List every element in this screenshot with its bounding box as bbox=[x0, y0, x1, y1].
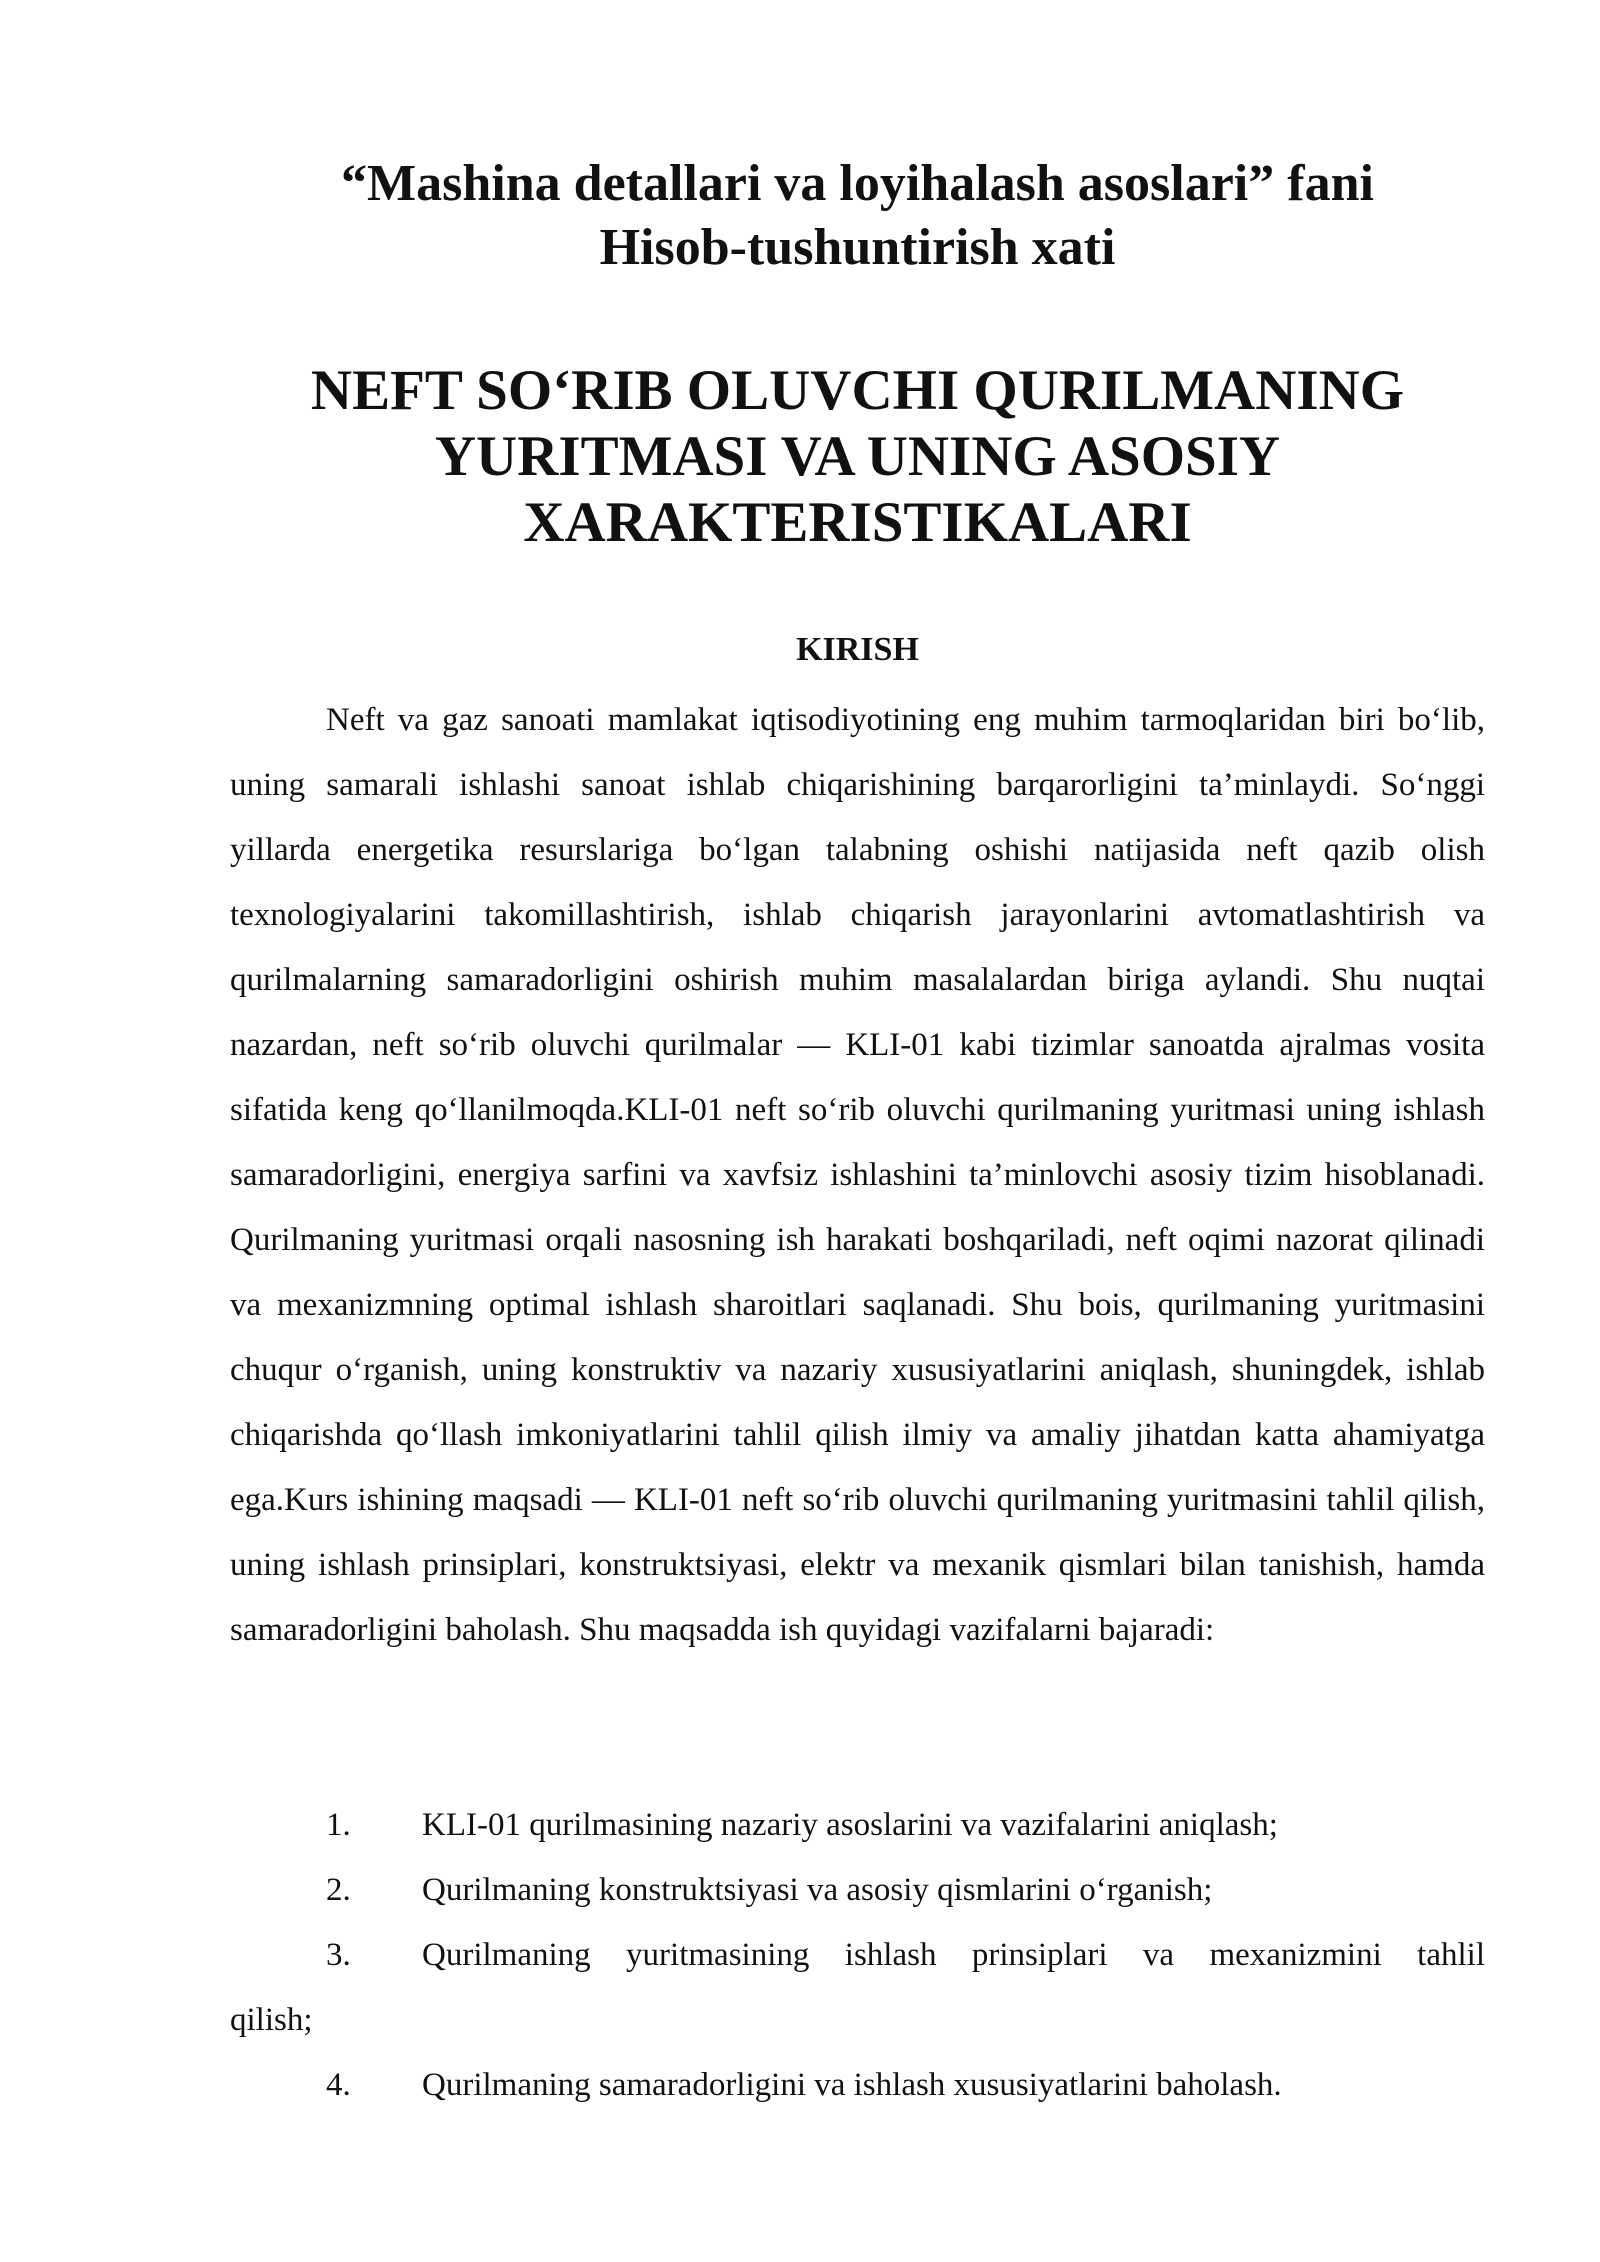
heading-line-2: YURITMASI VA UNING ASOSIY bbox=[434, 425, 1281, 488]
list-item-number: 1. bbox=[326, 1807, 351, 1843]
heading-line-3: XARAKTERISTIKALARI bbox=[523, 491, 1192, 554]
list-item-text: KLI-01 qurilmasining nazariy asoslarini va vazifalarini aniqlash; bbox=[422, 1807, 1278, 1843]
heading-line-1: NEFT SO‘RIB OLUVCHI QURILMANING bbox=[310, 359, 1405, 422]
list-item bbox=[230, 1923, 1485, 2053]
list-item bbox=[230, 1793, 1485, 1858]
title-line-1: “Mashina detallari va loyihalash asoslari” fani bbox=[341, 155, 1374, 212]
title-line-2: Hisob-tushuntirish xati bbox=[599, 219, 1116, 276]
list-item-number: 3. bbox=[326, 1937, 351, 1973]
section-title: KIRISH bbox=[796, 631, 919, 668]
document-heading bbox=[230, 358, 1485, 556]
document-title bbox=[230, 152, 1485, 280]
list-item-continuation: qilish; bbox=[230, 2002, 313, 2038]
list-item-number: 4. bbox=[326, 2067, 351, 2103]
list-item-text: Qurilmaning konstruktsiyasi va asosiy qismlarini o‘rganish; bbox=[422, 1872, 1213, 1908]
list-item bbox=[230, 1858, 1485, 1923]
task-list bbox=[230, 1793, 1485, 2118]
list-item-number: 2. bbox=[326, 1872, 351, 1908]
list-item-text: Qurilmaning samaradorligini va ishlash xususiyatlarini baholash. bbox=[422, 2067, 1282, 2103]
list-item bbox=[230, 2053, 1485, 2118]
list-item-text: Qurilmaning yuritmasining ishlash prinsiplari va mexanizmini tahlil bbox=[422, 1937, 1485, 1973]
list-item-line bbox=[230, 1923, 1485, 1988]
intro-paragraph: Neft va gaz sanoati mamlakat iqtisodiyotining eng muhim tarmoqlaridan biri bo‘lib, uning samarali ishlashi sanoat ishlab chiqarishining barqarorligini ta’minlaydi. So‘nggi yillarda energetika resurslariga bo‘lgan talabning oshishi natijasida neft qazib olish texnologiyalarini takomillashtirish, ishlab chiqarish jarayonlarini avtomatlashtirish va qurilmalarning samaradorligini oshirish muhim masalalardan biriga aylandi. Shu nuqtai nazardan, neft so‘rib oluvchi qurilmalar — KLI-01 kabi tizimlar sanoatda ajralmas vosita sifatida keng qo‘llanilmoqda.KLI-01 neft so‘rib oluvchi qurilmaning yuritmasi uning ishlash samaradorligini, energiya sarfini va xavfsiz ishlashini ta’minlovchi asosiy tizim hisoblanadi. Qurilmaning yuritmasi orqali nasosning ish harakati boshqariladi, neft oqimi nazorat qilinadi va mexanizmning optimal ishlash sharoitlari saqlanadi. Shu bois, qurilmaning yuritmasini chuqur o‘rganish, uning konstruktiv va nazariy xususiyatlarini aniqlash, shuningdek, ishlab chiqarishda qo‘llash imkoniyatlarini tahlil qilish ilmiy va amaliy jihatdan katta ahamiyatga ega.Kurs ishining maqsadi — KLI-01 neft so‘rib oluvchi qurilmaning yuritmasini tahlil qilish, uning ishlash prinsiplari, konstruktsiyasi, elektr va mexanik qismlari bilan tanishish, hamda samaradorligini baholash. Shu maqsadda ish quyidagi vazifalarni bajaradi: bbox=[230, 702, 1485, 1648]
